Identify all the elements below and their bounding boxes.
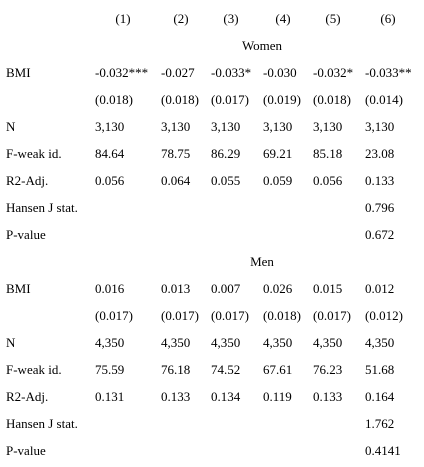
table-cell: 0.056 bbox=[313, 173, 343, 188]
table-cell: 67.61 bbox=[263, 362, 293, 377]
table-cell: 0.119 bbox=[263, 389, 292, 404]
table-cell: 4,350 bbox=[263, 335, 293, 350]
table-cell: (0.017) bbox=[211, 92, 249, 107]
row-label: F-weak id. bbox=[6, 146, 62, 161]
table-row-men-fweak bbox=[0, 360, 424, 380]
table-cell: (0.012) bbox=[365, 308, 403, 323]
row-label: N bbox=[6, 119, 16, 134]
table-cell: (0.014) bbox=[365, 92, 403, 107]
table-cell: 0.059 bbox=[263, 173, 293, 188]
table-cell: 84.64 bbox=[95, 146, 125, 161]
row-label: BMI bbox=[6, 65, 31, 80]
table-cell: (0.019) bbox=[263, 92, 301, 107]
table-cell: (0.017) bbox=[95, 308, 133, 323]
table-cell: 4,350 bbox=[365, 335, 395, 350]
table-row-women-hansen bbox=[0, 198, 424, 218]
table-cell: 0.012 bbox=[365, 281, 395, 296]
table-cell: (0.017) bbox=[161, 308, 199, 323]
table-cell: (0.017) bbox=[313, 308, 351, 323]
row-label: P-value bbox=[6, 227, 46, 242]
table-cell: 3,130 bbox=[95, 119, 125, 134]
table-cell: 0.796 bbox=[365, 200, 395, 215]
column-header-3: (3) bbox=[223, 11, 239, 26]
table-cell: 3,130 bbox=[161, 119, 191, 134]
table-cell: 0.016 bbox=[95, 281, 125, 296]
table-cell: 51.68 bbox=[365, 362, 395, 377]
table-cell: 0.672 bbox=[365, 227, 395, 242]
row-label: R2-Adj. bbox=[6, 389, 49, 404]
table-cell: 0.134 bbox=[211, 389, 241, 404]
table-row-men-se bbox=[0, 306, 424, 326]
table-cell: 74.52 bbox=[211, 362, 241, 377]
table-cell: 0.131 bbox=[95, 389, 125, 404]
table-cell: 0.015 bbox=[313, 281, 343, 296]
table-cell: -0.032* bbox=[313, 65, 354, 80]
table-row-men-r2 bbox=[0, 387, 424, 407]
row-label: R2-Adj. bbox=[6, 173, 49, 188]
row-label: BMI bbox=[6, 281, 31, 296]
table-cell: 0.055 bbox=[211, 173, 241, 188]
table-cell: 1.762 bbox=[365, 416, 395, 431]
table-row-women-pvalue bbox=[0, 225, 424, 245]
column-header-5: (5) bbox=[325, 11, 341, 26]
table-cell: 0.056 bbox=[95, 173, 125, 188]
section-title-men bbox=[0, 252, 424, 272]
table-cell: 3,130 bbox=[313, 119, 343, 134]
table-cell: (0.018) bbox=[161, 92, 199, 107]
table-cell: 0.026 bbox=[263, 281, 293, 296]
table-cell: 86.29 bbox=[211, 146, 241, 161]
column-header-row bbox=[0, 9, 424, 29]
table-row-women-n bbox=[0, 117, 424, 137]
table-cell: 0.4141 bbox=[365, 443, 401, 458]
table-row-women-bmi bbox=[0, 63, 424, 83]
table-cell: 4,350 bbox=[95, 335, 125, 350]
table-row-women-r2 bbox=[0, 171, 424, 191]
table-cell: 75.59 bbox=[95, 362, 125, 377]
table-cell: 0.133 bbox=[365, 173, 395, 188]
row-label: P-value bbox=[6, 443, 46, 458]
table-row-women-fweak bbox=[0, 144, 424, 164]
table-cell: -0.032*** bbox=[95, 65, 149, 80]
table-cell: (0.017) bbox=[211, 308, 249, 323]
table-cell: 76.18 bbox=[161, 362, 191, 377]
table-cell: 85.18 bbox=[313, 146, 343, 161]
table-row-men-n bbox=[0, 333, 424, 353]
table-cell: 23.08 bbox=[365, 146, 395, 161]
section-title: Men bbox=[250, 254, 274, 269]
section-title: Women bbox=[241, 38, 283, 53]
table-cell: (0.018) bbox=[263, 308, 301, 323]
row-label: Hansen J stat. bbox=[6, 200, 78, 215]
table-cell: 69.21 bbox=[263, 146, 293, 161]
table-cell: -0.030 bbox=[263, 65, 297, 80]
table-cell: 0.064 bbox=[161, 173, 191, 188]
row-label: N bbox=[6, 335, 16, 350]
table-row-men-pvalue bbox=[0, 441, 424, 461]
column-header-1: (1) bbox=[115, 11, 131, 26]
column-header-4: (4) bbox=[275, 11, 291, 26]
table-cell: -0.033** bbox=[365, 65, 412, 80]
table-row-men-bmi bbox=[0, 279, 424, 299]
table-cell: 3,130 bbox=[263, 119, 293, 134]
table-row-men-hansen bbox=[0, 414, 424, 434]
table-cell: 0.007 bbox=[211, 281, 241, 296]
table-cell: -0.027 bbox=[161, 65, 195, 80]
table-cell: 0.133 bbox=[161, 389, 191, 404]
column-header-2: (2) bbox=[173, 11, 189, 26]
table-cell: 0.133 bbox=[313, 389, 343, 404]
table-cell: (0.018) bbox=[95, 92, 133, 107]
table-cell: 78.75 bbox=[161, 146, 191, 161]
table-cell: 3,130 bbox=[365, 119, 395, 134]
table-cell: 3,130 bbox=[211, 119, 241, 134]
table-cell: 76.23 bbox=[313, 362, 343, 377]
row-label: Hansen J stat. bbox=[6, 416, 78, 431]
table-row-women-se bbox=[0, 90, 424, 110]
row-label: F-weak id. bbox=[6, 362, 62, 377]
section-title-women bbox=[0, 36, 424, 56]
table-cell: 4,350 bbox=[161, 335, 191, 350]
table-cell: 4,350 bbox=[313, 335, 343, 350]
table-cell: -0.033* bbox=[211, 65, 252, 80]
table-cell: (0.018) bbox=[313, 92, 351, 107]
column-header-6: (6) bbox=[380, 11, 396, 26]
table-cell: 0.164 bbox=[365, 389, 395, 404]
table-cell: 4,350 bbox=[211, 335, 241, 350]
table-cell: 0.013 bbox=[161, 281, 191, 296]
